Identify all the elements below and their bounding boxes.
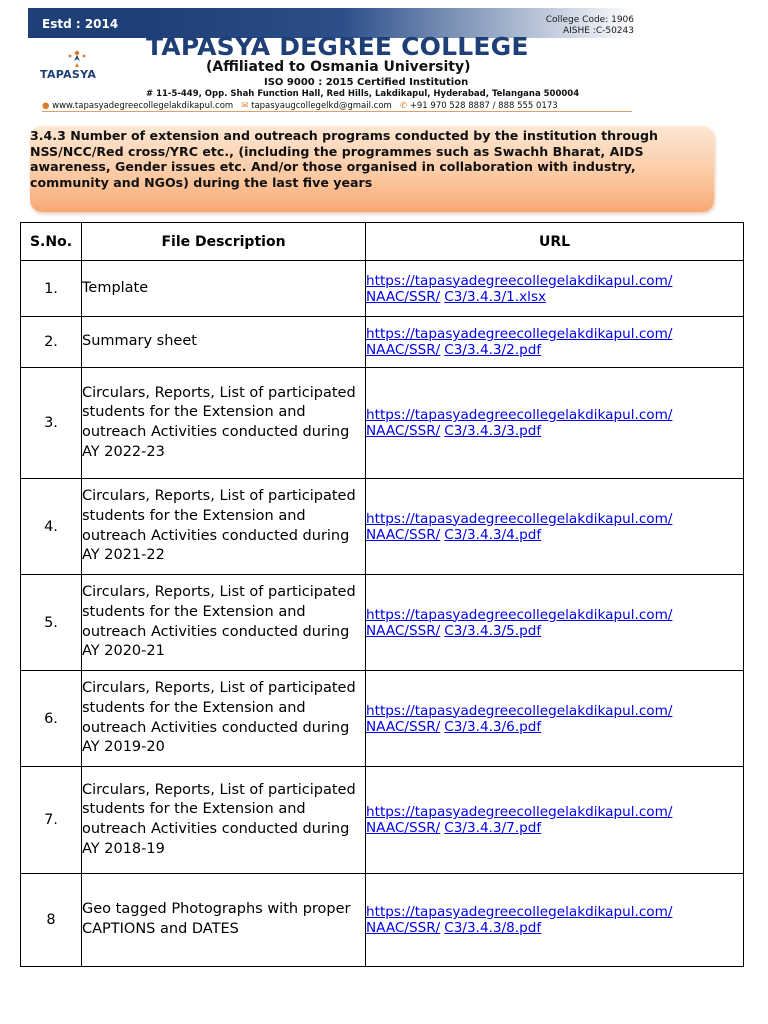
row-description: Geo tagged Photographs with proper CAPTIONS and DATES: [82, 874, 366, 967]
contact-line: [42, 101, 558, 111]
phone: +91 970 528 8887 / 888 555 0173: [409, 101, 558, 111]
row-url-cell: [366, 767, 744, 874]
row-description: Circulars, Reports, List of participated students for the Extension and outreach Activities conducted during AY 2019-20: [82, 671, 366, 767]
table-row: [21, 479, 744, 575]
college-code: College Code: 1906: [545, 15, 634, 25]
row-url-link[interactable]: https://tapasyadegreecollegelakdikapul.com/ NAAC/SSR/: [366, 326, 673, 358]
row-sno: 2.: [21, 317, 82, 368]
table-row: [21, 671, 744, 767]
table-row: [21, 575, 744, 671]
row-description: Circulars, Reports, List of participated students for the Extension and outreach Activities conducted during AY 2020-21: [82, 575, 366, 671]
row-url-link-path[interactable]: C3/3.4.3/2.pdf: [444, 342, 542, 358]
row-description: Summary sheet: [82, 317, 366, 368]
table-row: [21, 317, 744, 368]
row-url-link-path[interactable]: C3/3.4.3/7.pdf: [444, 820, 542, 836]
row-url-link-path[interactable]: C3/3.4.3/6.pdf: [444, 718, 542, 735]
row-url-cell: [366, 317, 744, 368]
row-url-cell: [366, 575, 744, 671]
iso-certification: ISO 9000 : 2015 Certified Institution: [264, 77, 469, 88]
table-row: [21, 767, 744, 874]
files-table: [20, 222, 744, 967]
row-url-cell: [366, 368, 744, 479]
row-description: Circulars, Reports, List of participated students for the Extension and outreach Activities conducted during AY 2021-22: [82, 479, 366, 575]
row-sno: 4.: [21, 479, 82, 575]
email: tapasyaugcollegelkd@gmail.com: [251, 101, 392, 111]
row-url-cell: [366, 874, 744, 967]
row-url-link-path[interactable]: C3/3.4.3/5.pdf: [444, 622, 542, 639]
globe-icon: ●: [42, 101, 50, 111]
row-url-link[interactable]: https://tapasyadegreecollegelakdikapul.com/ NAAC/SSR/: [366, 904, 673, 936]
college-codes: [546, 15, 634, 37]
established-year: Estd : 2014: [42, 17, 119, 31]
row-description: Circulars, Reports, List of participated students for the Extension and outreach Activities conducted during AY 2018-19: [82, 767, 366, 874]
table-row: [21, 368, 744, 479]
logo-text: TAPASYA: [40, 68, 97, 81]
row-url-cell: [366, 261, 744, 317]
row-url-link-path[interactable]: C3/3.4.3/8.pdf: [444, 920, 542, 936]
row-url-link-path[interactable]: C3/3.4.3/3.pdf: [444, 423, 542, 439]
header-file-description: File Description: [82, 223, 366, 261]
row-sno: 3.: [21, 368, 82, 479]
email-icon: ✉: [241, 101, 249, 111]
website: www.tapasyadegreecollegelakdikapul.com: [52, 101, 234, 111]
phone-icon: ✆: [399, 101, 408, 111]
row-description: Circulars, Reports, List of participated students for the Extension and outreach Activities conducted during AY 2022-23: [82, 368, 366, 479]
row-url-link[interactable]: https://tapasyadegreecollegelakdikapul.com/ NAAC/SSR/: [366, 407, 673, 439]
row-url-link[interactable]: https://tapasyadegreecollegelakdikapul.com/ NAAC/SSR/: [366, 510, 673, 543]
row-url-link-path[interactable]: C3/3.4.3/4.pdf: [444, 526, 542, 543]
row-url-link[interactable]: https://tapasyadegreecollegelakdikapul.com/ NAAC/SSR/: [366, 804, 673, 836]
header-sno: S.No.: [21, 223, 82, 261]
row-url-link[interactable]: https://tapasyadegreecollegelakdikapul.com/ NAAC/SSR/: [366, 606, 673, 639]
row-url-link-path[interactable]: C3/3.4.3/1.xlsx: [444, 288, 547, 305]
affiliation: (Affiliated to Osmania University): [206, 59, 471, 75]
letterhead: [28, 8, 636, 112]
row-sno: 8: [21, 874, 82, 967]
table-header-row: [21, 223, 744, 261]
row-sno: 6.: [21, 671, 82, 767]
college-address: # 11-5-449, Opp. Shah Function Hall, Red Hills, Lakdikapul, Hyderabad, Telangana 500004: [146, 89, 580, 99]
row-url-link[interactable]: https://tapasyadegreecollegelakdikapul.com/ NAAC/SSR/: [366, 272, 673, 305]
letterhead-divider: [42, 111, 632, 112]
row-url-link[interactable]: https://tapasyadegreecollegelakdikapul.com/ NAAC/SSR/: [366, 702, 673, 735]
aishe-code: AISHE :C-50243: [562, 26, 634, 36]
row-url-cell: [366, 671, 744, 767]
row-sno: 7.: [21, 767, 82, 874]
row-description: Template: [82, 261, 366, 317]
table-row: [21, 874, 744, 967]
table-row: [21, 261, 744, 317]
row-url-cell: [366, 479, 744, 575]
row-sno: 5.: [21, 575, 82, 671]
college-name: TAPASYA DEGREE COLLEGE: [146, 32, 529, 61]
criterion-heading: 3.4.3 Number of extension and outreach programs conducted by the institution through NSS/NCC/Red cross/YRC etc., (including the programmes such as Swachh Bharat, AIDS awareness, Gender issues etc. And/or those organised in collaboration with industry, community and NGOs) during the last five years: [30, 128, 658, 190]
row-sno: 1.: [21, 261, 82, 317]
header-url: URL: [366, 223, 744, 261]
